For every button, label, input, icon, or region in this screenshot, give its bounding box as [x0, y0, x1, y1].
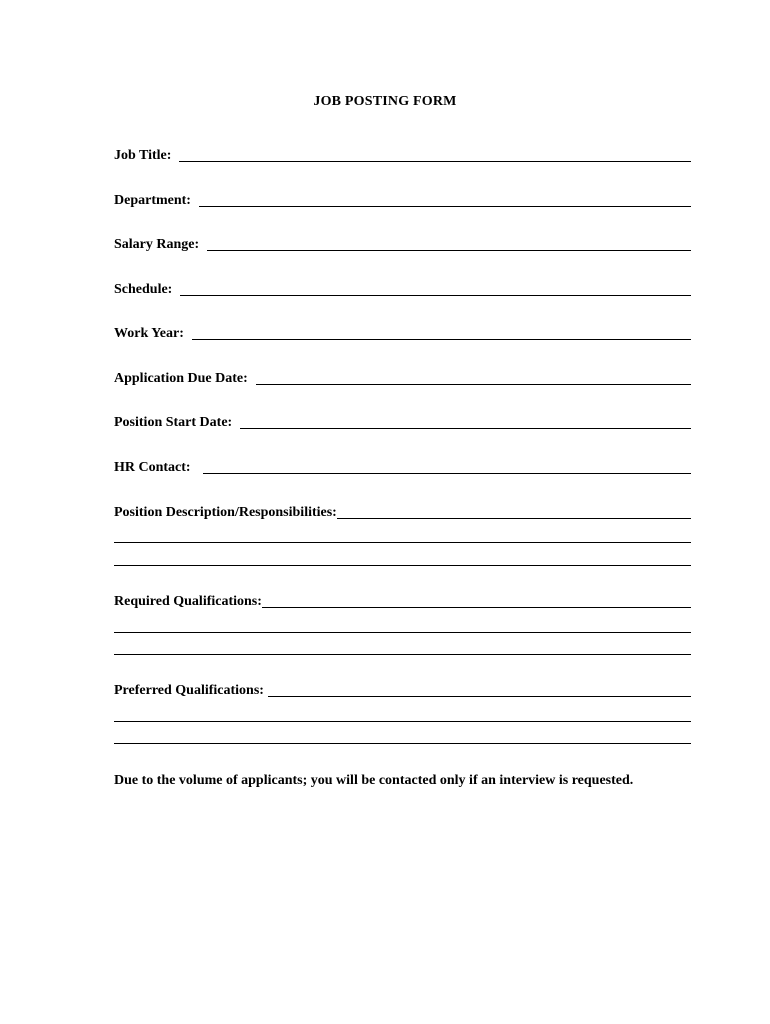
schedule-line[interactable] [180, 294, 691, 296]
job-title-line[interactable] [179, 160, 691, 162]
position-description-line-3[interactable] [114, 565, 691, 566]
work-year-label: Work Year: [114, 326, 184, 341]
department-line[interactable] [199, 205, 691, 207]
position-description-line[interactable] [337, 517, 691, 519]
position-start-date-label: Position Start Date: [114, 415, 233, 430]
preferred-qualifications-row [114, 681, 691, 699]
preferred-qualifications-line-2[interactable] [114, 721, 691, 722]
required-qualifications-line-3[interactable] [114, 654, 691, 655]
work-year-row [114, 324, 691, 342]
application-due-date-row [114, 369, 691, 387]
position-description-row [114, 503, 691, 521]
salary-range-row [114, 235, 691, 253]
form-title: JOB POSTING FORM [313, 94, 457, 109]
position-start-date-line[interactable] [240, 427, 691, 429]
job-title-row [114, 146, 691, 164]
hr-contact-row [114, 458, 691, 476]
work-year-line[interactable] [192, 338, 691, 340]
application-due-date-line[interactable] [256, 383, 691, 385]
application-due-date-label: Application Due Date: [114, 371, 248, 386]
position-start-date-row [114, 413, 691, 431]
schedule-row [114, 280, 691, 298]
job-title-label: Job Title: [114, 148, 172, 163]
preferred-qualifications-label: Preferred Qualifications: [114, 683, 264, 698]
interview-notice: Due to the volume of applicants; you will be contacted only if an interview is requested. [114, 773, 634, 788]
department-label: Department: [114, 193, 191, 208]
required-qualifications-label: Required Qualifications: [114, 594, 262, 609]
required-qualifications-row [114, 592, 691, 610]
salary-range-line[interactable] [207, 249, 691, 251]
position-description-label: Position Description/Responsibilities: [114, 505, 337, 520]
required-qualifications-line[interactable] [262, 606, 691, 608]
hr-contact-line[interactable] [203, 472, 691, 474]
department-row [114, 191, 691, 209]
position-description-line-2[interactable] [114, 542, 691, 543]
schedule-label: Schedule: [114, 282, 173, 297]
preferred-qualifications-line[interactable] [268, 695, 691, 697]
salary-range-label: Salary Range: [114, 237, 200, 252]
required-qualifications-line-2[interactable] [114, 632, 691, 633]
preferred-qualifications-line-3[interactable] [114, 743, 691, 744]
hr-contact-label: HR Contact: [114, 460, 191, 475]
